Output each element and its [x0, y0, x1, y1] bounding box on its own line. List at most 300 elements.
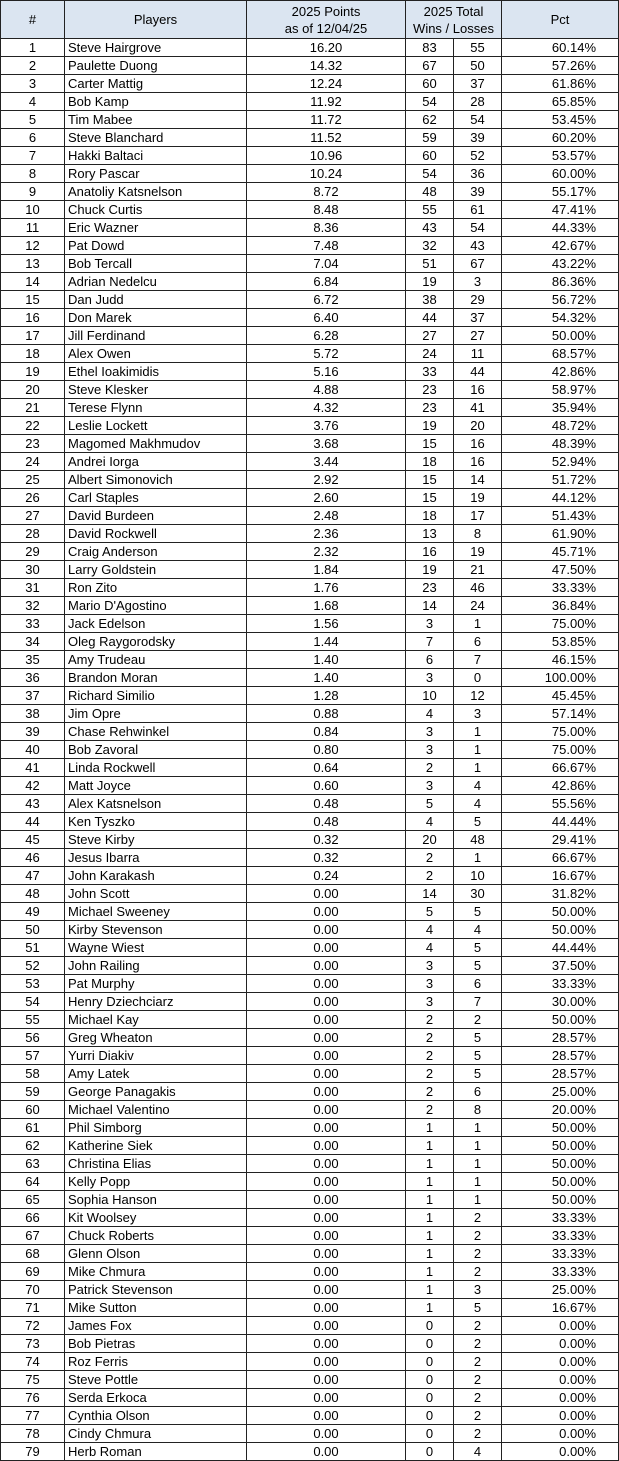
pct-cell: 33.33% — [502, 1209, 619, 1227]
table-row — [1, 669, 619, 687]
wins-cell: 60 — [406, 147, 454, 165]
table-row — [1, 309, 619, 327]
wins-cell: 23 — [406, 399, 454, 417]
table-row — [1, 1047, 619, 1065]
rank-cell: 40 — [1, 741, 65, 759]
wins-cell: 15 — [406, 471, 454, 489]
wins-cell: 1 — [406, 1263, 454, 1281]
pct-cell: 45.45% — [502, 687, 619, 705]
losses-cell: 43 — [454, 237, 502, 255]
losses-cell: 39 — [454, 183, 502, 201]
player-name-cell: Michael Kay — [65, 1011, 247, 1029]
points-cell: 0.00 — [247, 1119, 406, 1137]
player-name-cell: Phil Simborg — [65, 1119, 247, 1137]
losses-cell: 29 — [454, 291, 502, 309]
wins-cell: 19 — [406, 417, 454, 435]
pct-cell: 25.00% — [502, 1281, 619, 1299]
pct-cell: 25.00% — [502, 1083, 619, 1101]
losses-cell: 2 — [454, 1425, 502, 1443]
rank-cell: 4 — [1, 93, 65, 111]
player-name-cell: Jesus Ibarra — [65, 849, 247, 867]
pct-cell: 60.20% — [502, 129, 619, 147]
points-cell: 1.44 — [247, 633, 406, 651]
points-cell: 3.76 — [247, 417, 406, 435]
player-name-cell: George Panagakis — [65, 1083, 247, 1101]
player-name-cell: Kirby Stevenson — [65, 921, 247, 939]
table-body — [1, 39, 619, 1461]
player-name-cell: Anatoliy Katsnelson — [65, 183, 247, 201]
wins-cell: 0 — [406, 1371, 454, 1389]
points-cell: 4.88 — [247, 381, 406, 399]
player-name-cell: David Burdeen — [65, 507, 247, 525]
rank-cell: 59 — [1, 1083, 65, 1101]
pct-cell: 50.00% — [502, 1137, 619, 1155]
rank-cell: 62 — [1, 1137, 65, 1155]
table-row — [1, 1371, 619, 1389]
pct-cell: 47.50% — [502, 561, 619, 579]
losses-cell: 52 — [454, 147, 502, 165]
wins-cell: 38 — [406, 291, 454, 309]
losses-cell: 61 — [454, 201, 502, 219]
wins-cell: 13 — [406, 525, 454, 543]
table-row — [1, 723, 619, 741]
player-name-cell: Adrian Nedelcu — [65, 273, 247, 291]
losses-cell: 1 — [454, 723, 502, 741]
rank-cell: 63 — [1, 1155, 65, 1173]
wins-cell: 3 — [406, 615, 454, 633]
wins-cell: 1 — [406, 1137, 454, 1155]
wins-cell: 1 — [406, 1173, 454, 1191]
pct-cell: 29.41% — [502, 831, 619, 849]
rank-cell: 5 — [1, 111, 65, 129]
rank-cell: 22 — [1, 417, 65, 435]
player-name-cell: Greg Wheaton — [65, 1029, 247, 1047]
player-name-cell: Steve Pottle — [65, 1371, 247, 1389]
pct-cell: 60.00% — [502, 165, 619, 183]
player-name-cell: Bob Kamp — [65, 93, 247, 111]
points-cell: 0.00 — [247, 939, 406, 957]
wins-cell: 1 — [406, 1119, 454, 1137]
table-row — [1, 327, 619, 345]
wins-cell: 4 — [406, 813, 454, 831]
pct-cell: 0.00% — [502, 1443, 619, 1461]
player-name-cell: Jim Opre — [65, 705, 247, 723]
player-name-cell: John Karakash — [65, 867, 247, 885]
wins-cell: 1 — [406, 1245, 454, 1263]
losses-cell: 41 — [454, 399, 502, 417]
wins-cell: 5 — [406, 903, 454, 921]
losses-cell: 44 — [454, 363, 502, 381]
pct-cell: 54.32% — [502, 309, 619, 327]
table-row — [1, 939, 619, 957]
table-row — [1, 903, 619, 921]
player-name-cell: Linda Rockwell — [65, 759, 247, 777]
losses-cell: 3 — [454, 705, 502, 723]
pct-cell: 33.33% — [502, 579, 619, 597]
rank-cell: 57 — [1, 1047, 65, 1065]
rank-cell: 31 — [1, 579, 65, 597]
wins-cell: 14 — [406, 885, 454, 903]
wins-cell: 14 — [406, 597, 454, 615]
player-name-cell: Tim Mabee — [65, 111, 247, 129]
table-row — [1, 453, 619, 471]
rank-cell: 45 — [1, 831, 65, 849]
losses-cell: 4 — [454, 921, 502, 939]
wins-cell: 2 — [406, 849, 454, 867]
wins-cell: 43 — [406, 219, 454, 237]
wins-cell: 32 — [406, 237, 454, 255]
rank-cell: 20 — [1, 381, 65, 399]
pct-cell: 75.00% — [502, 741, 619, 759]
rank-cell: 48 — [1, 885, 65, 903]
pct-cell: 50.00% — [502, 1155, 619, 1173]
table-row — [1, 525, 619, 543]
rank-cell: 12 — [1, 237, 65, 255]
table-row — [1, 1011, 619, 1029]
points-cell: 0.00 — [247, 1443, 406, 1461]
table-row — [1, 507, 619, 525]
wins-cell: 3 — [406, 993, 454, 1011]
rank-cell: 77 — [1, 1407, 65, 1425]
losses-cell: 1 — [454, 759, 502, 777]
pct-cell: 50.00% — [502, 1191, 619, 1209]
player-name-cell: John Scott — [65, 885, 247, 903]
rank-cell: 1 — [1, 39, 65, 57]
pct-cell: 50.00% — [502, 921, 619, 939]
player-name-cell: Patrick Stevenson — [65, 1281, 247, 1299]
rank-cell: 76 — [1, 1389, 65, 1407]
rank-cell: 26 — [1, 489, 65, 507]
rank-cell: 61 — [1, 1119, 65, 1137]
pct-cell: 37.50% — [502, 957, 619, 975]
wins-cell: 67 — [406, 57, 454, 75]
points-cell: 0.00 — [247, 1047, 406, 1065]
rank-cell: 78 — [1, 1425, 65, 1443]
player-name-cell: Mike Sutton — [65, 1299, 247, 1317]
player-name-cell: Chuck Curtis — [65, 201, 247, 219]
wins-cell: 0 — [406, 1425, 454, 1443]
table-row — [1, 1191, 619, 1209]
losses-cell: 16 — [454, 453, 502, 471]
points-cell: 6.84 — [247, 273, 406, 291]
player-name-cell: Matt Joyce — [65, 777, 247, 795]
points-cell: 0.00 — [247, 1389, 406, 1407]
rank-cell: 73 — [1, 1335, 65, 1353]
rank-cell: 79 — [1, 1443, 65, 1461]
table-row — [1, 75, 619, 93]
table-row — [1, 1335, 619, 1353]
player-name-cell: Michael Sweeney — [65, 903, 247, 921]
pct-cell: 44.33% — [502, 219, 619, 237]
rank-cell: 8 — [1, 165, 65, 183]
pct-cell: 16.67% — [502, 1299, 619, 1317]
losses-cell: 2 — [454, 1371, 502, 1389]
points-cell: 0.88 — [247, 705, 406, 723]
losses-cell: 4 — [454, 795, 502, 813]
table-row — [1, 1281, 619, 1299]
table-row — [1, 777, 619, 795]
pct-cell: 33.33% — [502, 1227, 619, 1245]
wins-cell: 0 — [406, 1389, 454, 1407]
wins-cell: 60 — [406, 75, 454, 93]
losses-cell: 6 — [454, 633, 502, 651]
rank-cell: 44 — [1, 813, 65, 831]
wins-cell: 1 — [406, 1155, 454, 1173]
rank-cell: 32 — [1, 597, 65, 615]
losses-cell: 46 — [454, 579, 502, 597]
player-name-cell: Andrei Iorga — [65, 453, 247, 471]
pct-cell: 51.72% — [502, 471, 619, 489]
rank-cell: 37 — [1, 687, 65, 705]
player-name-cell: Katherine Siek — [65, 1137, 247, 1155]
points-cell: 1.40 — [247, 651, 406, 669]
player-name-cell: Kelly Popp — [65, 1173, 247, 1191]
wins-cell: 2 — [406, 1083, 454, 1101]
table-row — [1, 993, 619, 1011]
player-name-cell: Ken Tyszko — [65, 813, 247, 831]
wins-cell: 7 — [406, 633, 454, 651]
player-name-cell: Michael Valentino — [65, 1101, 247, 1119]
losses-cell: 1 — [454, 615, 502, 633]
player-name-cell: Leslie Lockett — [65, 417, 247, 435]
player-name-cell: Amy Trudeau — [65, 651, 247, 669]
player-name-cell: James Fox — [65, 1317, 247, 1335]
pct-cell: 65.85% — [502, 93, 619, 111]
pct-cell: 33.33% — [502, 1245, 619, 1263]
rank-cell: 24 — [1, 453, 65, 471]
player-name-cell: Bob Tercall — [65, 255, 247, 273]
wins-cell: 23 — [406, 381, 454, 399]
rank-cell: 18 — [1, 345, 65, 363]
header-players: Players — [65, 1, 247, 39]
points-cell: 4.32 — [247, 399, 406, 417]
wins-cell: 3 — [406, 669, 454, 687]
points-cell: 0.00 — [247, 1425, 406, 1443]
pct-cell: 58.97% — [502, 381, 619, 399]
rank-cell: 9 — [1, 183, 65, 201]
pct-cell: 0.00% — [502, 1353, 619, 1371]
player-name-cell: Chuck Roberts — [65, 1227, 247, 1245]
losses-cell: 5 — [454, 813, 502, 831]
pct-cell: 86.36% — [502, 273, 619, 291]
losses-cell: 6 — [454, 975, 502, 993]
table-row — [1, 615, 619, 633]
table-row — [1, 831, 619, 849]
table-row — [1, 867, 619, 885]
losses-cell: 7 — [454, 651, 502, 669]
points-cell: 11.92 — [247, 93, 406, 111]
wins-cell: 2 — [406, 867, 454, 885]
table-row — [1, 1065, 619, 1083]
table-row — [1, 219, 619, 237]
wins-cell: 62 — [406, 111, 454, 129]
points-cell: 1.68 — [247, 597, 406, 615]
points-cell: 0.00 — [247, 957, 406, 975]
points-cell: 12.24 — [247, 75, 406, 93]
wins-cell: 1 — [406, 1281, 454, 1299]
points-cell: 2.36 — [247, 525, 406, 543]
wins-cell: 2 — [406, 1101, 454, 1119]
wins-cell: 2 — [406, 1029, 454, 1047]
points-cell: 0.84 — [247, 723, 406, 741]
points-cell: 7.48 — [247, 237, 406, 255]
pct-cell: 48.39% — [502, 435, 619, 453]
rank-cell: 11 — [1, 219, 65, 237]
pct-cell: 0.00% — [502, 1389, 619, 1407]
table-row — [1, 795, 619, 813]
player-name-cell: Bob Pietras — [65, 1335, 247, 1353]
losses-cell: 6 — [454, 1083, 502, 1101]
table-row — [1, 687, 619, 705]
losses-cell: 55 — [454, 39, 502, 57]
table-row — [1, 345, 619, 363]
player-name-cell: Rory Pascar — [65, 165, 247, 183]
wins-cell: 3 — [406, 975, 454, 993]
rank-cell: 66 — [1, 1209, 65, 1227]
losses-cell: 37 — [454, 75, 502, 93]
points-cell: 0.00 — [247, 1245, 406, 1263]
rank-cell: 54 — [1, 993, 65, 1011]
wins-cell: 0 — [406, 1443, 454, 1461]
points-cell: 3.68 — [247, 435, 406, 453]
pct-cell: 33.33% — [502, 1263, 619, 1281]
rank-cell: 28 — [1, 525, 65, 543]
points-cell: 1.28 — [247, 687, 406, 705]
rank-cell: 21 — [1, 399, 65, 417]
pct-cell: 42.86% — [502, 363, 619, 381]
points-cell: 5.16 — [247, 363, 406, 381]
wins-cell: 16 — [406, 543, 454, 561]
points-cell: 0.00 — [247, 1101, 406, 1119]
wins-cell: 2 — [406, 1065, 454, 1083]
losses-cell: 2 — [454, 1335, 502, 1353]
header-record-line2: Wins / Losses — [413, 20, 494, 36]
wins-cell: 0 — [406, 1407, 454, 1425]
rank-cell: 46 — [1, 849, 65, 867]
wins-cell: 27 — [406, 327, 454, 345]
losses-cell: 5 — [454, 1299, 502, 1317]
points-cell: 0.00 — [247, 1191, 406, 1209]
losses-cell: 16 — [454, 381, 502, 399]
table-row — [1, 633, 619, 651]
losses-cell: 7 — [454, 993, 502, 1011]
pct-cell: 44.44% — [502, 939, 619, 957]
pct-cell: 53.57% — [502, 147, 619, 165]
wins-cell: 51 — [406, 255, 454, 273]
wins-cell: 5 — [406, 795, 454, 813]
points-cell: 8.48 — [247, 201, 406, 219]
rank-cell: 2 — [1, 57, 65, 75]
rank-cell: 33 — [1, 615, 65, 633]
player-name-cell: Larry Goldstein — [65, 561, 247, 579]
pct-cell: 28.57% — [502, 1065, 619, 1083]
pct-cell: 55.17% — [502, 183, 619, 201]
wins-cell: 23 — [406, 579, 454, 597]
wins-cell: 19 — [406, 273, 454, 291]
wins-cell: 1 — [406, 1227, 454, 1245]
rank-cell: 47 — [1, 867, 65, 885]
points-cell: 0.00 — [247, 1299, 406, 1317]
points-cell: 2.60 — [247, 489, 406, 507]
player-name-cell: Richard Similio — [65, 687, 247, 705]
player-name-cell: Eric Wazner — [65, 219, 247, 237]
rank-cell: 38 — [1, 705, 65, 723]
table-row — [1, 579, 619, 597]
table-row — [1, 813, 619, 831]
pct-cell: 53.45% — [502, 111, 619, 129]
points-cell: 0.00 — [247, 1407, 406, 1425]
player-name-cell: Steve Kirby — [65, 831, 247, 849]
rank-cell: 42 — [1, 777, 65, 795]
losses-cell: 1 — [454, 1119, 502, 1137]
pct-cell: 35.94% — [502, 399, 619, 417]
rank-cell: 17 — [1, 327, 65, 345]
rank-cell: 60 — [1, 1101, 65, 1119]
points-cell: 14.32 — [247, 57, 406, 75]
player-name-cell: Albert Simonovich — [65, 471, 247, 489]
pct-cell: 0.00% — [502, 1371, 619, 1389]
player-name-cell: Christina Elias — [65, 1155, 247, 1173]
losses-cell: 16 — [454, 435, 502, 453]
table-row — [1, 435, 619, 453]
wins-cell: 1 — [406, 1299, 454, 1317]
losses-cell: 50 — [454, 57, 502, 75]
rank-cell: 39 — [1, 723, 65, 741]
losses-cell: 2 — [454, 1317, 502, 1335]
points-cell: 16.20 — [247, 39, 406, 57]
losses-cell: 5 — [454, 939, 502, 957]
losses-cell: 2 — [454, 1353, 502, 1371]
losses-cell: 4 — [454, 777, 502, 795]
rank-cell: 55 — [1, 1011, 65, 1029]
points-cell: 0.32 — [247, 849, 406, 867]
rank-cell: 58 — [1, 1065, 65, 1083]
rank-cell: 43 — [1, 795, 65, 813]
table-row — [1, 129, 619, 147]
losses-cell: 39 — [454, 129, 502, 147]
losses-cell: 24 — [454, 597, 502, 615]
points-cell: 0.00 — [247, 1209, 406, 1227]
table-row — [1, 471, 619, 489]
pct-cell: 36.84% — [502, 597, 619, 615]
table-row — [1, 705, 619, 723]
pct-cell: 100.00% — [502, 669, 619, 687]
table-row — [1, 201, 619, 219]
wins-cell: 10 — [406, 687, 454, 705]
pct-cell: 0.00% — [502, 1407, 619, 1425]
wins-cell: 0 — [406, 1317, 454, 1335]
player-name-cell: Sophia Hanson — [65, 1191, 247, 1209]
table-row — [1, 1029, 619, 1047]
header-points-line2: as of 12/04/25 — [284, 20, 368, 36]
pct-cell: 28.57% — [502, 1047, 619, 1065]
player-name-cell: Brandon Moran — [65, 669, 247, 687]
losses-cell: 1 — [454, 741, 502, 759]
wins-cell: 2 — [406, 1011, 454, 1029]
table-row — [1, 957, 619, 975]
table-row — [1, 381, 619, 399]
rank-cell: 68 — [1, 1245, 65, 1263]
player-name-cell: Pat Dowd — [65, 237, 247, 255]
wins-cell: 4 — [406, 921, 454, 939]
table-row — [1, 849, 619, 867]
points-cell: 0.00 — [247, 993, 406, 1011]
table-row — [1, 651, 619, 669]
losses-cell: 5 — [454, 957, 502, 975]
points-cell: 2.48 — [247, 507, 406, 525]
points-cell: 0.24 — [247, 867, 406, 885]
header-record-line1: 2025 Total — [423, 3, 484, 19]
